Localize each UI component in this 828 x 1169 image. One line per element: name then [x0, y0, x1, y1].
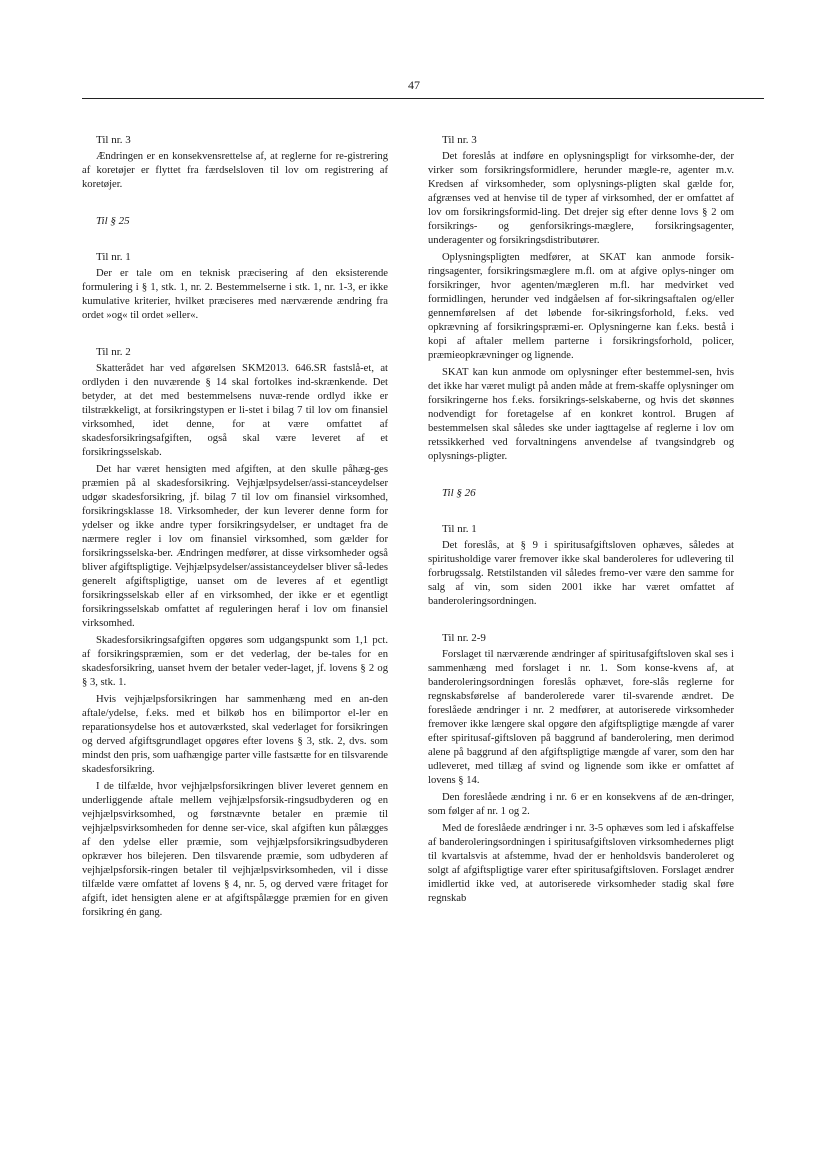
subsection-heading: Til nr. 1: [442, 523, 477, 535]
paragraph: Ændringen er en konsekvensrettelse af, at reglerne for re-gistrering af koretøjer er flyttet fra færdselsloven til lov om registrering af koretøjer.: [82, 151, 388, 190]
paragraph: I de tilfælde, hvor vejhjælpsforsikringen bliver leveret gennem en underliggende aftale mellem vejhjælpsforsik-ringsudbyderen og en vejhjælpsvirksomhed, og førstnævnte betaler en præmie til vejhjælpsvirksomheden for denne ser-vice, skal afgiften kun pålægges af den ydelse eller præmie, som vejhjælpsforsikringsudbyderen opkræver hos bilejeren. Den tilsvarende præmie, som udbyderen af vejhjælpsforsik-ringen betaler til vejhjælpsvirksomheden, vil i disse tilfælde være omfattet af lovens § 4, nr. 5, og derved være fritaget for afgift, idet hensigten alene er at afgiftspålægge præmien for en given forsikring én gang.: [82, 781, 388, 918]
paragraph: Det har været hensigten med afgiften, at den skulle påhæg-ges præmien på al skadesforsikring. Vejhjælpsydelser/assi-stanceydelser udgør skadesforsikring, jf. bilag 7 til lov om finansiel virksomhed, forsikringsklasse 18. Virksomheder, der kun leverer denne form for ydelser og ikke andre typer forsikringsydelser, er undtaget fra de nærmere regler i lov om finansiel virksomhed, som gælder for forsikringsselska-ber. Ændringen medfører, at disse virksomheder også bliver afgiftspligtige. Vejhjælpsydelser/assistanceydelser bliver så-ledes generelt afgiftspligtige, uanset om de leveres af et egentligt forsikringsselskab eller af en virksomhed, der ikke er et egentligt forsikringsselskab omfattet af reguleringen heraf i lov om finansiel virksomhed.: [82, 464, 388, 629]
paragraph: Skadesforsikringsafgiften opgøres som udgangspunkt som 1,1 pct. af forsikringspræmien, som er det vederlag, der be-tales for en skadesforsikring, uanset hvem der betaler veder-laget, jf. lovens § 2 og § 3, stk. 1.: [82, 635, 388, 688]
spacer: [428, 609, 734, 631]
subsection-heading: Til nr. 1: [96, 251, 131, 263]
paragraph: Med de foreslåede ændringer i nr. 3-5 ophæves som led i afskaffelse af banderoleringsordningen i spiritusafgiftsloven virksomhedernes pligt til kvartalsvis at afstemme, hvad der er henholdsvis banderoleret og solgt af afgiftspligtige varer efter spiritusafgiftsloven. Forslaget ændrer imidlertid ikke ved, at autoriserede virksomheder stadig skal føre regnskab: [428, 823, 734, 904]
left-column: [82, 133, 388, 920]
paragraph: Skatterådet har ved afgørelsen SKM2013. 646.SR fastslå-et, at ordlyden i den nuværende § 14 skal fortolkes ind-skrænkende. Det betyder, at det med bestemmelsens nuvæ-rende ordlyd ikke er tilstrækkeligt, at forsikringstypen er li-stet i bilag 7 til lov om finansiel virksomhed, idet denne, for at være omfattet af skadesforsikringsafgiften, også skal være leveret af et forsikringsselskab.: [82, 363, 388, 458]
page-number: 47: [408, 78, 420, 92]
paragraph: Der er tale om en teknisk præcisering af den eksisterende formulering i § 1, stk. 1, nr. 2. Bestemmelserne i stk. 1, nr. 1-3, er ikke kumulative kriterier, hvilket præciseres med nærværende ændring fra ordet »og« til ordet »eller«.: [82, 268, 388, 321]
paragraph: Det foreslås at indføre en oplysningspligt for virksomhe-der, der virker som forsikringsformidlere, herunder mægle-re, agenter m.v. Kredsen af virksomheder, som oplysnings-pligten skal gælde for, afgrænses ved at henvise til de typer af virksomhed, der er omfattet af lov om forsikringsformid-ling. Det drejer sig efter denne lovs § 2 om forsikrings- og genforsikrings-mæglere, forsikringsagenter, underagenter og forsikringsdistributører.: [428, 151, 734, 246]
paragraph: Hvis vejhjælpsforsikringen har sammenhæng med en an-den aftale/ydelse, f.eks. med et bilkøb hos en bilimportor el-ler en reparationsydelse hos et autoværksted, skal vederlaget for forsikringen og derved afgiftsgrundlaget opgøres efter lovens § 3, stk. 2, dvs. som mindst den pris, som uafhængige parter ville fastsætte for en tilsvarende skadesforsikring.: [82, 694, 388, 775]
paragraph: Forslaget til nærværende ændringer af spiritusafgiftsloven skal ses i sammenhæng med forslaget i nr. 1. Som konse-kvens af, at banderoleringsordningen foreslås ophævet, fore-slås reglerne for regnskabsførelse af banderolerede varer til-svarende ændret. De foreslåede ændringer i nr. 2 medfører, at autoriserede virksomheder fremover ikke længere skal opgøre den afgiftspligtige mængde af varer efter spiritusaf-giftsloven på baggrund af banderolering, men derimod alene på baggrund af den afgiftspligtige mængde af varer, som den har udleveret, med tillæg af svind og lignende som ikke er omfattet af lovens § 14.: [428, 649, 734, 786]
spacer: [428, 500, 734, 522]
paragraph: Oplysningspligten medfører, at SKAT kan anmode forsik-ringsagenter, forsikringsmæglere m.fl. om at afgive oplys-ninger om forsikringer, hvor agenten/mægleren m.fl. har medvirket ved formidlingen, herunder ved indgåelsen af for-sikringsaftalen og/eller gennemførelsen af det løbende for-sikringsforhold, f.eks. ved opkrævning af forsikringspræmi-er. Oplysningerne kan f.eks. bestå i kopi af aftaler mellem parterne i forsikringsforhold, policer, præmieopkrævninger og lignende.: [428, 252, 734, 361]
header-rule: [82, 98, 764, 99]
paragraph: Det foreslås, at § 9 i spiritusafgiftsloven ophæves, således at spiritusholdige varer fremover ikke skal banderoleres for udlevering til forbrugssalg. Retstilstanden vil således fremo-ver være den samme for salg af vin, som siden 2001 ikke har været omfattet af banderoleringsordningen.: [428, 540, 734, 607]
right-column: [428, 133, 734, 906]
spacer: [82, 192, 388, 214]
spacer: [82, 323, 388, 345]
spacer: [82, 228, 388, 250]
spacer: [428, 464, 734, 486]
paragraph: SKAT kan kun anmode om oplysninger efter bestemmel-sen, hvis det ikke har været muligt på anden måde at frem-skaffe oplysninger om forsikringerne hos f.eks. forsikrings-selskaberne, og hvis det skønnes nodvendigt for foretagelse af en konkret kontrol. Brugen af bestemmelsen skal således ske under iagttagelse af reglerne i lov om retssikkerhed ved forvaltningens anvendelse af tvangsindgreb og oplysnings-pligter.: [428, 367, 734, 462]
subsection-heading: Til nr. 2-9: [442, 632, 486, 644]
subsection-heading: Til nr. 3: [96, 134, 131, 146]
subsection-heading: Til nr. 2: [96, 346, 131, 358]
section-title: Til § 26: [442, 487, 476, 499]
paragraph: Den foreslåede ændring i nr. 6 er en konsekvens af de æn-dringer, som følger af nr. 1 og 2.: [428, 792, 734, 817]
section-title: Til § 25: [96, 215, 130, 227]
subsection-heading: Til nr. 3: [442, 134, 477, 146]
